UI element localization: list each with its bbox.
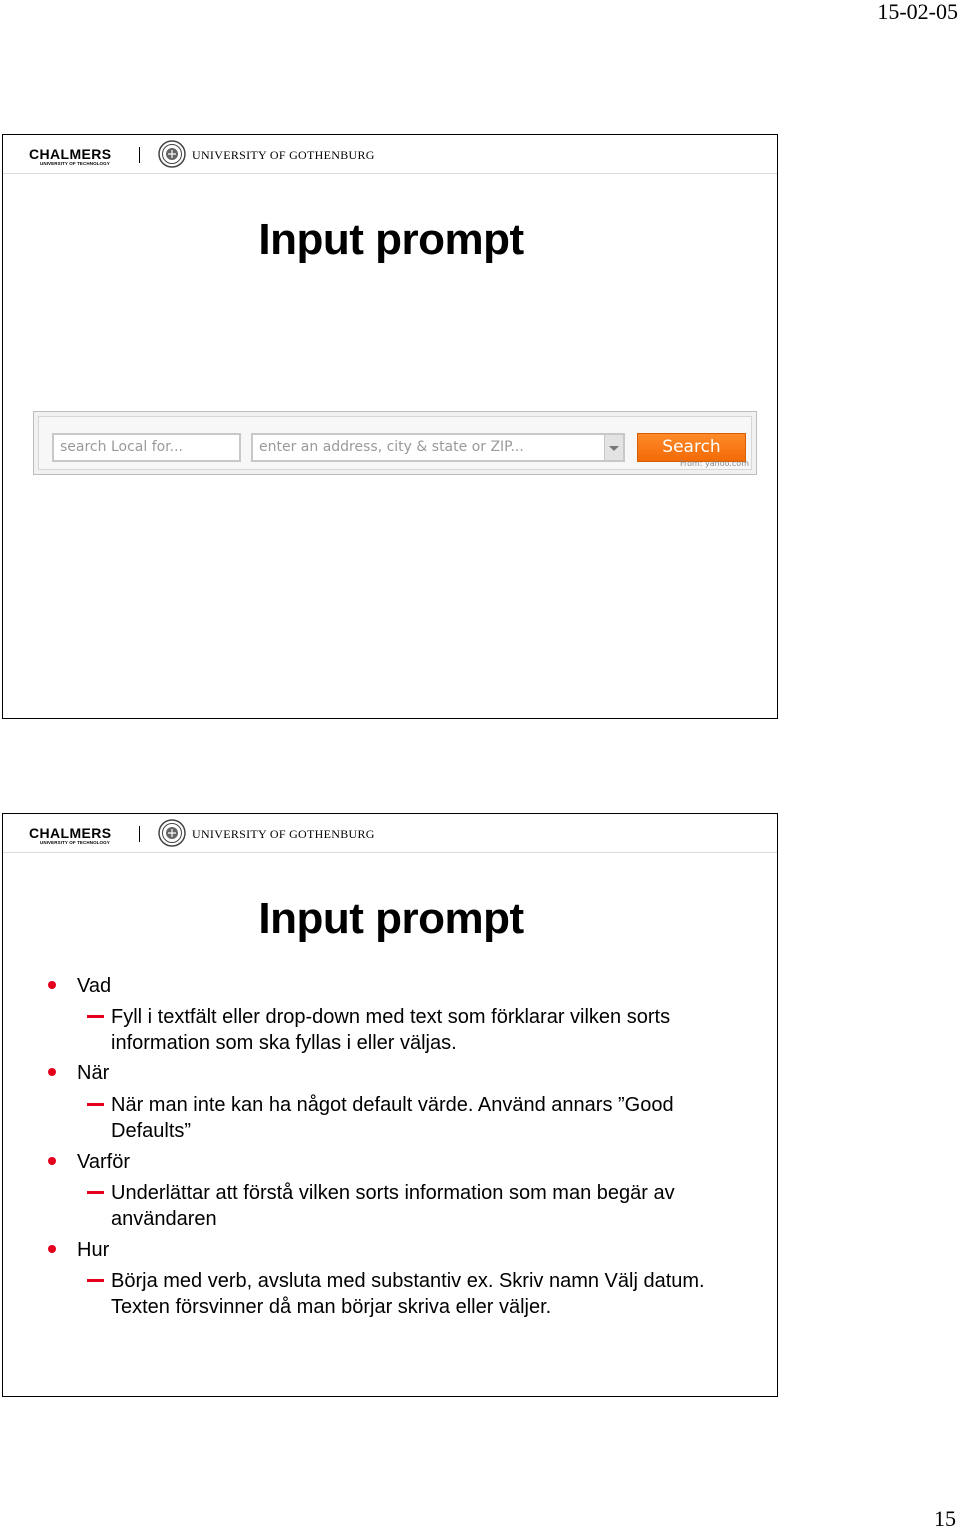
bullet-detail: När man inte kan ha något default värde. Använd annars ”Good Defaults” — [111, 1092, 731, 1144]
address-dropdown-input[interactable] — [251, 433, 625, 462]
source-note: From: yahoo.com — [679, 459, 749, 468]
chalmers-subtitle: UNIVERSITY OF TECHNOLOGY — [40, 161, 110, 166]
slide-title: Input prompt — [258, 215, 524, 264]
page-number: 15 — [934, 1506, 956, 1531]
bullet-detail: Börja med verb, avsluta med substantiv ex. Skriv namn Välj datum. Texten försvinner då man börjar skriva eller väljer. — [111, 1268, 731, 1320]
slide-header — [3, 814, 777, 853]
bullet-heading: Hur — [77, 1239, 110, 1261]
bullet-heading: Vad — [77, 975, 112, 997]
chalmers-logo — [29, 147, 112, 167]
address-placeholder: enter an address, city & state or ZIP... — [259, 439, 524, 455]
slide-1 — [2, 134, 778, 719]
chalmers-logo — [29, 826, 112, 846]
bullet-heading: När — [77, 1062, 110, 1084]
bullet-detail: Fyll i textfält eller drop-down med text som förklarar vilken sorts information som ska fyllas i eller väljas. — [111, 1004, 731, 1056]
chalmers-name: CHALMERS — [29, 825, 112, 841]
search-button[interactable]: Search — [637, 433, 746, 462]
search-form-example — [33, 411, 757, 475]
university-seal-icon — [158, 140, 186, 168]
gothenburg-logo-text: UNIVERSITY OF GOTHENBURG — [192, 148, 375, 162]
bullet-detail: Underlättar att förstå vilken sorts information som man begär av användaren — [111, 1180, 731, 1232]
slide-2 — [2, 813, 778, 1397]
university-seal-icon — [158, 819, 186, 847]
logo-divider — [139, 826, 140, 842]
bullet-heading: Varför — [77, 1151, 130, 1173]
slide-header — [3, 135, 777, 174]
slide-title: Input prompt — [258, 894, 524, 943]
search-form-panel — [38, 416, 752, 470]
chalmers-name: CHALMERS — [29, 146, 112, 162]
logo-divider — [139, 147, 140, 163]
page-date: 15-02-05 — [877, 0, 958, 24]
gothenburg-logo-text: UNIVERSITY OF GOTHENBURG — [192, 827, 375, 841]
search-local-input[interactable]: search Local for... — [52, 433, 241, 462]
chevron-down-icon[interactable] — [604, 435, 623, 460]
chalmers-subtitle: UNIVERSITY OF TECHNOLOGY — [40, 840, 110, 845]
